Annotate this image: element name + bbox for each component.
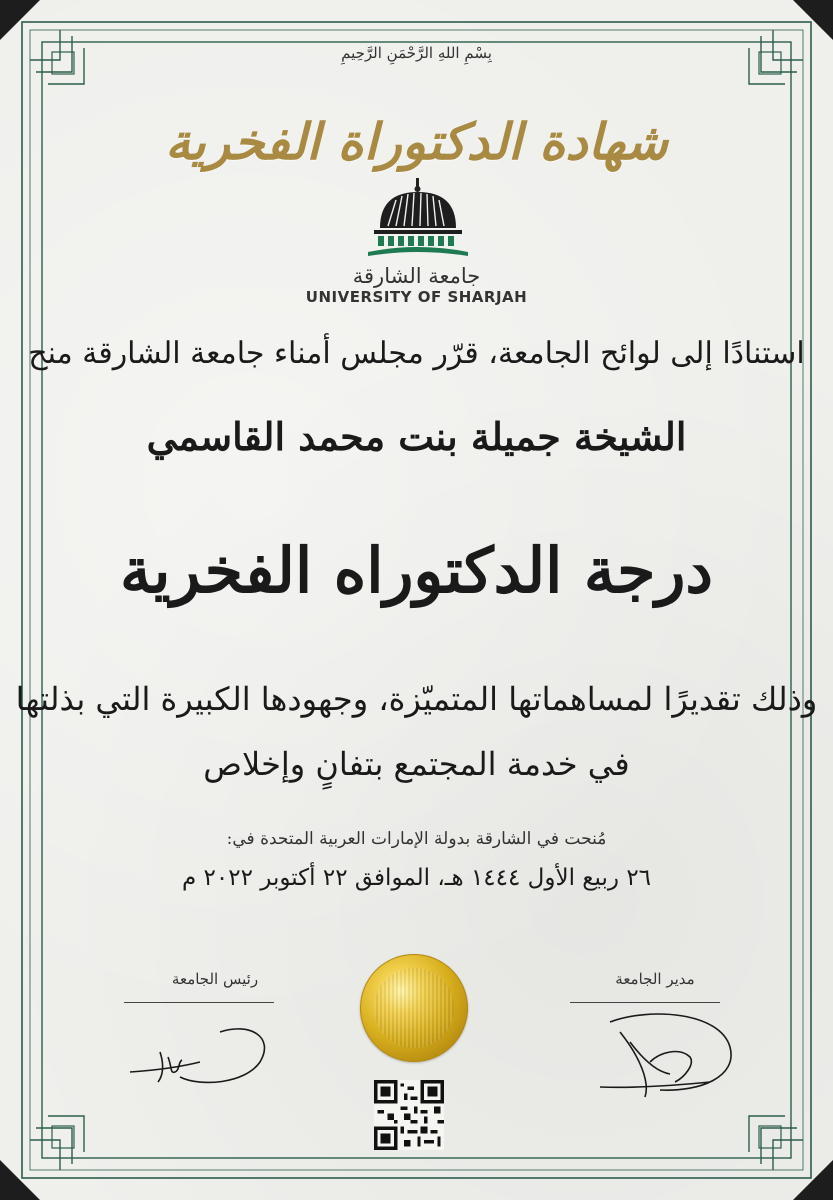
certificate-title: شهادة الدكتوراة الفخرية	[165, 112, 668, 171]
university-name-english: UNIVERSITY OF SHARJAH	[305, 288, 528, 306]
university-name-arabic: جامعة الشارقة	[352, 264, 481, 288]
decision-statement: استنادًا إلى لوائح الجامعة، قرّر مجلس أمناء جامعة الشارقة منح	[28, 336, 805, 371]
signature-chancellor	[590, 1002, 740, 1102]
degree-title: درجة الدكتوراه الفخرية	[119, 534, 714, 607]
basmala: بِسْمِ اللهِ الرَّحْمَنِ الرَّحِيمِ	[341, 44, 492, 62]
gold-seal-icon	[360, 954, 468, 1062]
citation-line-2: في خدمة المجتمع بتفانٍ وإخلاص	[203, 745, 630, 783]
corner-mount-bottom-left	[0, 1160, 40, 1200]
signature-line-left	[124, 1002, 274, 1003]
citation-line-1: وذلك تقديرًا لمساهماتها المتميّزة، وجهودها الكبيرة التي بذلتها	[15, 680, 818, 718]
corner-mount-top-right	[793, 0, 833, 40]
signatory-chancellor-label: مدير الجامعة	[615, 970, 695, 988]
signatory-president-label: رئيس الجامعة	[171, 970, 259, 988]
qr-code-icon	[374, 1080, 444, 1150]
corner-mount-top-left	[0, 0, 40, 40]
signature-president	[120, 1012, 280, 1092]
place-of-award: مُنحت في الشارقة بدولة الإمارات العربية المتحدة في:	[226, 829, 607, 849]
corner-mount-bottom-right	[793, 1160, 833, 1200]
recipient-name: الشيخة جميلة بنت محمد القاسمي	[146, 414, 687, 459]
award-date: ٢٦ ربيع الأول ١٤٤٤ هـ، الموافق ٢٢ أكتوبر ٢٠٢٢ م	[181, 865, 652, 891]
university-dome-icon	[366, 178, 470, 260]
